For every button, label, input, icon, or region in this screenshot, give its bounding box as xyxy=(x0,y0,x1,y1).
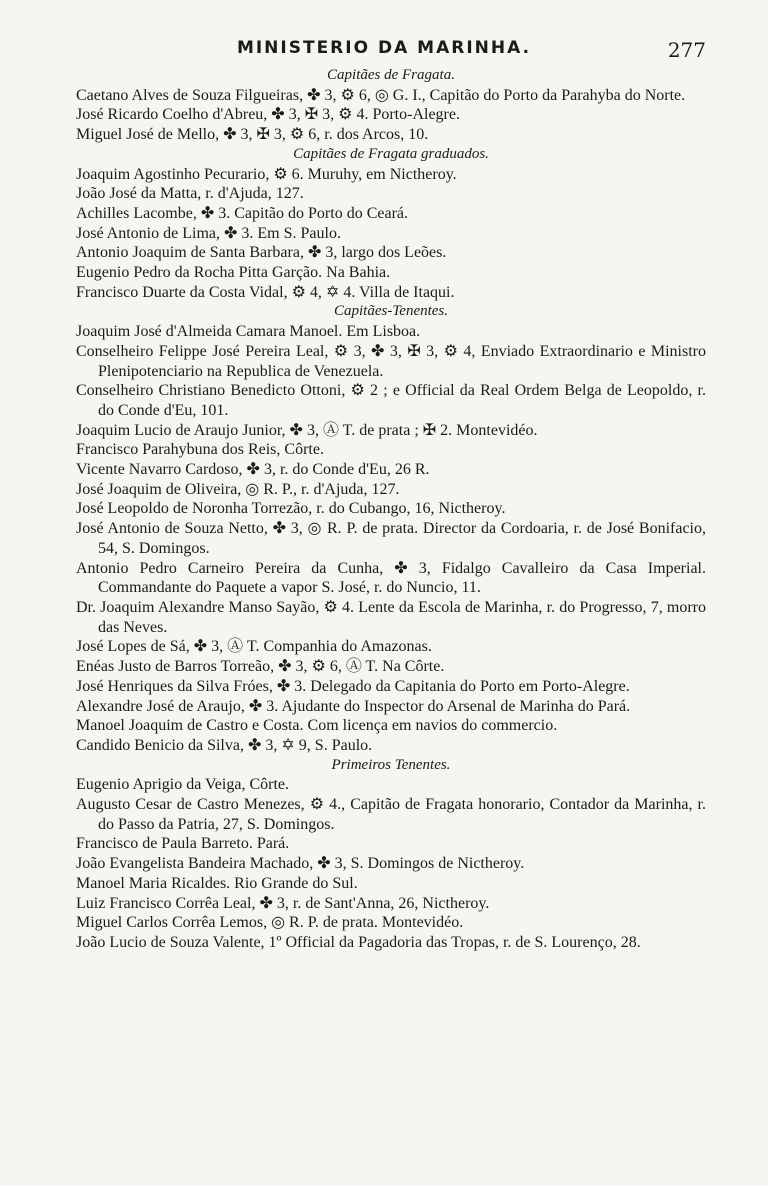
officer-entry: Joaquim José d'Almeida Camara Manoel. Em Lisboa. xyxy=(76,323,421,341)
officer-entry: João Evangelista Bandeira Machado, ✤ 3, S. Domingos de Nictheroy. xyxy=(76,855,525,873)
officer-entry: Candido Benicio da Silva, ✤ 3, ✡ 9, S. Paulo. xyxy=(76,736,373,754)
officer-entry: Dr. Joaquim Alexandre Manso Sayão, ⚙ 4. Lente da Escola de Marinha, r. do Progresso, 7, morro das Neves. xyxy=(76,598,706,636)
section-heading: Capitães-Tenentes. xyxy=(333,303,449,320)
officer-entry: Miguel Carlos Corrêa Lemos, ◎ R. P. de prata. Montevidéo. xyxy=(76,914,464,932)
officer-entry: João Lucio de Souza Valente, 1º Official da Pagadoria das Tropas, r. de S. Lourenço, 28. xyxy=(76,933,641,951)
officer-entry: Eugenio Aprigio da Veiga, Côrte. xyxy=(76,776,289,794)
officer-entry: Manoel Joaquim de Castro e Costa. Com licença em navios do commercio. xyxy=(76,717,558,735)
officer-entry: José Henriques da Silva Fróes, ✤ 3. Delegado da Capitania do Porto em Porto-Alegre. xyxy=(76,677,630,695)
section-heading: Capitães de Fragata. xyxy=(327,67,455,83)
page-body xyxy=(76,66,706,953)
page-header xyxy=(0,38,768,64)
officer-entry: Francisco de Paula Barreto. Pará. xyxy=(76,835,290,853)
officer-entry: Enéas Justo de Barros Torreão, ✤ 3, ⚙ 6, Ⓐ T. Na Côrte. xyxy=(76,658,445,676)
officer-entry: Francisco Parahybuna dos Reis, Côrte. xyxy=(76,441,324,459)
officer-entry: Joaquim Agostinho Pecurario, ⚙ 6. Muruhy, em Nictheroy. xyxy=(76,165,457,183)
officer-entry: Augusto Cesar de Castro Menezes, ⚙ 4., Capitão de Fragata honorario, Contador da Marinha, r. do Passo da Patria, 27, S. Domingos. xyxy=(76,796,706,833)
running-title: MINISTERIO DA MARINHA. xyxy=(236,38,532,58)
officer-entry: Vicente Navarro Cardoso, ✤ 3, r. do Conde d'Eu, 26 R. xyxy=(76,461,430,479)
officer-entry: Joaquim Lucio de Araujo Junior, ✤ 3, Ⓐ T. de prata ; ✠ 2. Montevidéo. xyxy=(76,421,538,439)
officer-entry: José Antonio de Souza Netto, ✤ 3, ◎ R. P. de prata. Director da Cordoaria, r. de José Bonifacio, 54, S. Domingos. xyxy=(76,520,706,557)
officer-entry: Achilles Lacombe, ✤ 3. Capitão do Porto do Ceará. xyxy=(76,204,408,222)
officer-entry: João José da Matta, r. d'Ajuda, 127. xyxy=(76,185,304,203)
section-heading: Primeiros Tenentes. xyxy=(331,756,451,773)
officer-entry: Conselheiro Felippe José Pereira Leal, ⚙ 3, ✤ 3, ✠ 3, ⚙ 4, Enviado Extraordinario e Ministro Plenipotenciario na Republica de Venezuela. xyxy=(76,342,706,380)
officer-entry: Manoel Maria Ricaldes. Rio Grande do Sul. xyxy=(76,874,358,892)
officer-entry: Antonio Pedro Carneiro Pereira da Cunha, ✤ 3, Fidalgo Cavalleiro da Casa Imperial. Commandante do Paquete a vapor S. José, r. do Nuncio, 11. xyxy=(76,559,706,597)
section-heading: Capitães de Fragata graduados. xyxy=(293,145,489,162)
officer-entry: José Joaquim de Oliveira, ◎ R. P., r. d'Ajuda, 127. xyxy=(76,480,400,498)
officer-entry: José Antonio de Lima, ✤ 3. Em S. Paulo. xyxy=(76,224,341,242)
officer-entry: Eugenio Pedro da Rocha Pitta Garção. Na Bahia. xyxy=(76,264,391,282)
officer-entry: Caetano Alves de Souza Filgueiras, ✤ 3, ⚙ 6, ◎ G. I., Capitão do Porto da Parahyba do Norte. xyxy=(76,86,686,104)
officer-entry: Luiz Francisco Corrêa Leal, ✤ 3, r. de Sant'Anna, 26, Nictheroy. xyxy=(76,894,490,912)
officer-entry: José Leopoldo de Noronha Torrezão, r. do Cubango, 16, Nictheroy. xyxy=(76,500,506,518)
officer-entry: Conselheiro Christiano Benedicto Ottoni, ⚙ 2 ; e Official da Real Ordem Belga de Leopoldo, r. do Conde d'Eu, 101. xyxy=(76,382,706,419)
officer-entry: Alexandre José de Araujo, ✤ 3. Ajudante do Inspector do Arsenal de Marinha do Pará. xyxy=(76,697,631,715)
officer-entry: José Lopes de Sá, ✤ 3, Ⓐ T. Companhia do Amazonas. xyxy=(76,638,432,656)
page-number: 277 xyxy=(667,38,706,62)
officer-entry: Miguel José de Mello, ✤ 3, ✠ 3, ⚙ 6, r. dos Arcos, 10. xyxy=(76,126,429,144)
officer-entry: José Ricardo Coelho d'Abreu, ✤ 3, ✠ 3, ⚙ 4. Porto-Alegre. xyxy=(76,106,460,124)
officer-entry: Francisco Duarte da Costa Vidal, ⚙ 4, ✡ 4. Villa de Itaqui. xyxy=(76,283,455,301)
officer-entry: Antonio Joaquim de Santa Barbara, ✤ 3, largo dos Leões. xyxy=(76,244,447,262)
